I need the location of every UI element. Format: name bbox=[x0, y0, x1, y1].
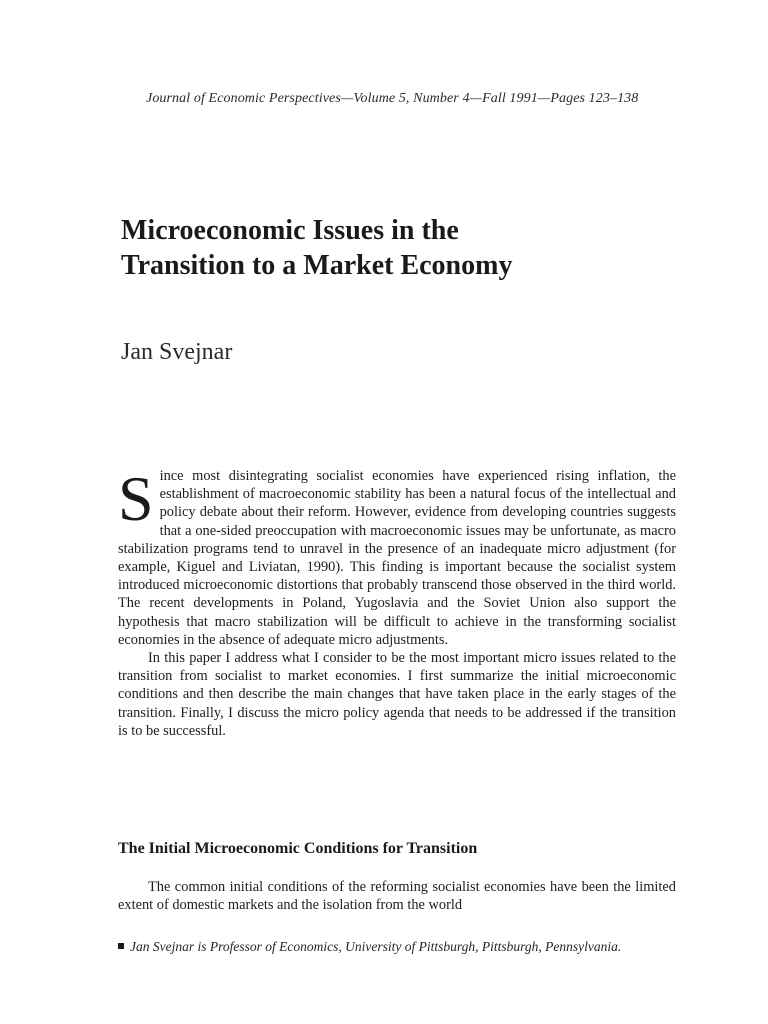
footnote-text: Jan Svejnar is Professor of Economics, University of Pittsburgh, Pittsburgh, Pennsylvania. bbox=[130, 939, 622, 954]
section-paragraph-1: The common initial conditions of the reforming socialist economies have been the limited extent of domestic markets and the isolation from the world bbox=[118, 879, 676, 914]
intro-paragraph-1-text: ince most disintegrating socialist economies have experienced rising inflation, the establishment of macroeconomic stability has been a natural focus of the intellectual and policy debate about their reform. However, evidence from developing countries suggests that a one-sided preoccupation with macroeconomic issues may be unfortunate, as macro stabilization programs tend to unravel in the presence of an inadequate micro adjustment (for example, Kiguel and Liviatan, 1990). This finding is important because the socialist system introduced microeconomic distortions that probably transcend those observed in the third world. The recent developments in Poland, Yugoslavia and the Soviet Union also support the hypothesis that macro stabilization will be difficult to achieve in the transforming socialist economies in the absence of adequate micro adjustments. bbox=[118, 468, 676, 648]
section-body bbox=[118, 878, 676, 914]
square-bullet-icon bbox=[118, 943, 124, 949]
author-name: Jan Svejnar bbox=[121, 339, 233, 365]
intro-paragraph-1 bbox=[118, 463, 676, 649]
introduction-text bbox=[118, 463, 676, 740]
intro-paragraph-2: In this paper I address what I consider to be the most important micro issues related to the transition from socialist to market economies. I first summarize the initial microeconomic conditions and then describe the main changes that have taken place in the early stages of the transition. Finally, I discuss the micro policy agenda that needs to be addressed if the transition is to be successful. bbox=[118, 650, 676, 739]
article-title-line-2: Transition to a Market Economy bbox=[121, 250, 513, 281]
dropcap-letter: S bbox=[118, 463, 154, 534]
article-title-line-1: Microeconomic Issues in the bbox=[121, 215, 459, 246]
journal-header: Journal of Economic Perspectives—Volume 5, Number 4—Fall 1991—Pages 123–138 bbox=[146, 91, 639, 106]
author-footnote bbox=[118, 938, 674, 955]
article-title bbox=[121, 213, 681, 283]
section-heading: The Initial Microeconomic Conditions for Transition bbox=[118, 840, 478, 857]
